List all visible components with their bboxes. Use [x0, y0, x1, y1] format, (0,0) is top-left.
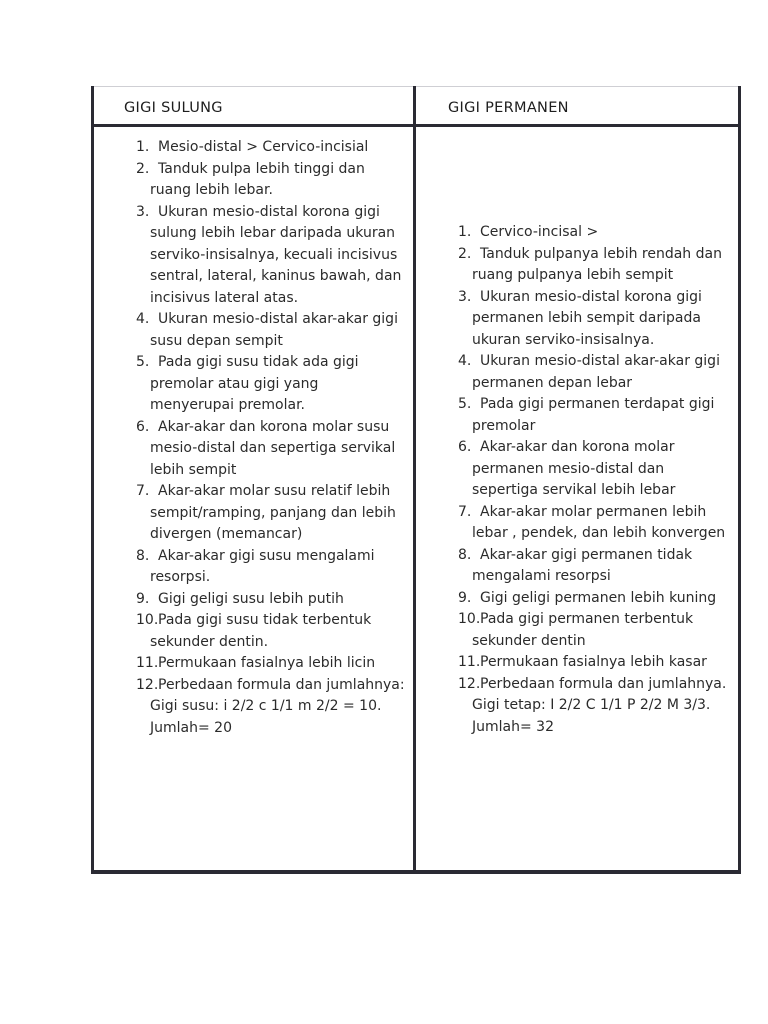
list-item-text: Ukuran mesio-distal akar-akar gigi permanen depan lebar	[472, 353, 720, 391]
list-item-text: Pada gigi susu tidak ada gigi premolar atau gigi yang menyerupai premolar.	[150, 354, 359, 413]
comparison-table	[91, 86, 741, 874]
permanen-item	[458, 545, 733, 588]
table-left-border	[91, 86, 94, 874]
list-item-number: 7.	[136, 483, 150, 499]
sulung-item	[136, 417, 406, 482]
permanen-item	[458, 588, 733, 610]
list-item-text: Gigi geligi susu lebih putih	[158, 590, 344, 607]
list-item-text: Akar-akar dan korona molar susu mesio-distal dan sepertiga servikal lebih sempit	[150, 418, 396, 478]
list-item-number: 4.	[136, 311, 150, 327]
list-item-number: 3.	[136, 203, 150, 220]
list-item-number: 12.	[136, 676, 159, 693]
list-item-number: 6.	[458, 439, 472, 455]
table-top-border	[91, 86, 741, 87]
sulung-item	[136, 481, 406, 546]
list-item-number: 4.	[458, 353, 472, 369]
list-item-number: 1.	[136, 139, 150, 155]
list-item-text: Permukaan fasialnya lebih licin	[158, 655, 376, 671]
permanen-item	[458, 437, 733, 502]
list-item-number: 11.	[136, 655, 159, 671]
permanen-item	[458, 287, 733, 352]
permanen-item	[458, 609, 733, 652]
permanen-item	[458, 222, 733, 244]
list-item-number: 9.	[136, 590, 150, 607]
permanen-item	[458, 394, 733, 437]
list-item-number: 12.	[458, 675, 481, 692]
header-gigi-permanen: GIGI PERMANEN	[448, 100, 569, 116]
list-item-text: Permukaan fasialnya lebih kasar	[480, 654, 707, 670]
list-item-text: Cervico-incisal >	[480, 224, 599, 240]
sulung-item	[136, 137, 406, 159]
sulung-item	[136, 589, 406, 611]
list-item-number: 2.	[136, 160, 150, 177]
list-item-number: 5.	[458, 396, 472, 412]
gigi-sulung-column	[136, 137, 406, 739]
list-item-number: 7.	[458, 503, 472, 520]
list-item-text: Ukuran mesio-distal korona gigi permanen lebih sempit daripada ukuran serviko-insisalnya.	[472, 288, 702, 348]
table-header-divider	[91, 124, 741, 127]
list-item-number: 1.	[458, 224, 472, 240]
permanen-item	[458, 244, 733, 287]
permanen-item	[458, 652, 733, 674]
list-item-text: Pada gigi permanen terbentuk sekunder dentin	[472, 611, 694, 649]
list-item-number: 10.	[458, 611, 481, 627]
permanen-item	[458, 502, 733, 545]
sulung-item	[136, 675, 406, 740]
list-item-number: 8.	[136, 547, 150, 564]
permanen-item	[458, 674, 733, 739]
list-item-text: Akar-akar molar susu relatif lebih sempit/ramping, panjang dan lebih divergen (memancar)	[150, 483, 396, 542]
sulung-item	[136, 309, 406, 352]
list-item-text: Mesio-distal > Cervico-incisial	[158, 139, 369, 155]
table-bottom-border	[91, 870, 741, 874]
table-column-divider	[413, 86, 416, 874]
gigi-sulung-list	[136, 137, 406, 739]
list-item-text: Akar-akar gigi susu mengalami resorpsi.	[150, 547, 375, 585]
sulung-item	[136, 610, 406, 653]
list-item-number: 10.	[136, 612, 159, 628]
table-right-border	[738, 86, 741, 874]
list-item-text: Gigi geligi permanen lebih kuning	[480, 589, 717, 606]
list-item-text: Perbedaan formula dan jumlahnya. Gigi tetap: I 2/2 C 1/1 P 2/2 M 3/3. Jumlah= 32	[472, 675, 727, 735]
list-item-text: Tanduk pulpa lebih tinggi dan ruang lebih lebar.	[150, 160, 365, 198]
permanen-item	[458, 351, 733, 394]
list-item-number: 11.	[458, 654, 481, 670]
list-item-number: 8.	[458, 546, 472, 563]
list-item-text: Pada gigi susu tidak terbentuk sekunder dentin.	[150, 612, 372, 650]
list-item-text: Akar-akar dan korona molar permanen mesio-distal dan sepertiga servikal lebih lebar	[472, 439, 676, 498]
list-item-number: 9.	[458, 589, 472, 606]
sulung-item	[136, 352, 406, 417]
sulung-item	[136, 202, 406, 310]
list-item-text: Ukuran mesio-distal korona gigi sulung lebih lebar daripada ukuran serviko-insisalnya, kecuali incisivus sentral, lateral, kaninus bawah, dan incisivus lateral atas.	[150, 203, 402, 306]
list-item-number: 6.	[136, 418, 150, 435]
list-item-text: Akar-akar molar permanen lebih lebar , pendek, dan lebih konvergen	[472, 503, 726, 541]
list-item-text: Tanduk pulpanya lebih rendah dan ruang pulpanya lebih sempit	[472, 245, 722, 283]
list-item-text: Pada gigi permanen terdapat gigi premolar	[472, 396, 715, 434]
sulung-item	[136, 546, 406, 589]
list-item-number: 5.	[136, 354, 150, 370]
gigi-permanen-list	[458, 222, 733, 738]
list-item-text: Perbedaan formula dan jumlahnya: Gigi susu: i 2/2 c 1/1 m 2/2 = 10. Jumlah= 20	[150, 676, 405, 736]
list-item-number: 2.	[458, 245, 472, 262]
list-item-text: Akar-akar gigi permanen tidak mengalami resorpsi	[472, 546, 693, 584]
list-item-number: 3.	[458, 288, 472, 305]
sulung-item	[136, 159, 406, 202]
header-gigi-sulung: GIGI SULUNG	[124, 100, 223, 116]
gigi-permanen-column	[458, 222, 733, 738]
list-item-text: Ukuran mesio-distal akar-akar gigi susu depan sempit	[150, 311, 398, 349]
sulung-item	[136, 653, 406, 675]
